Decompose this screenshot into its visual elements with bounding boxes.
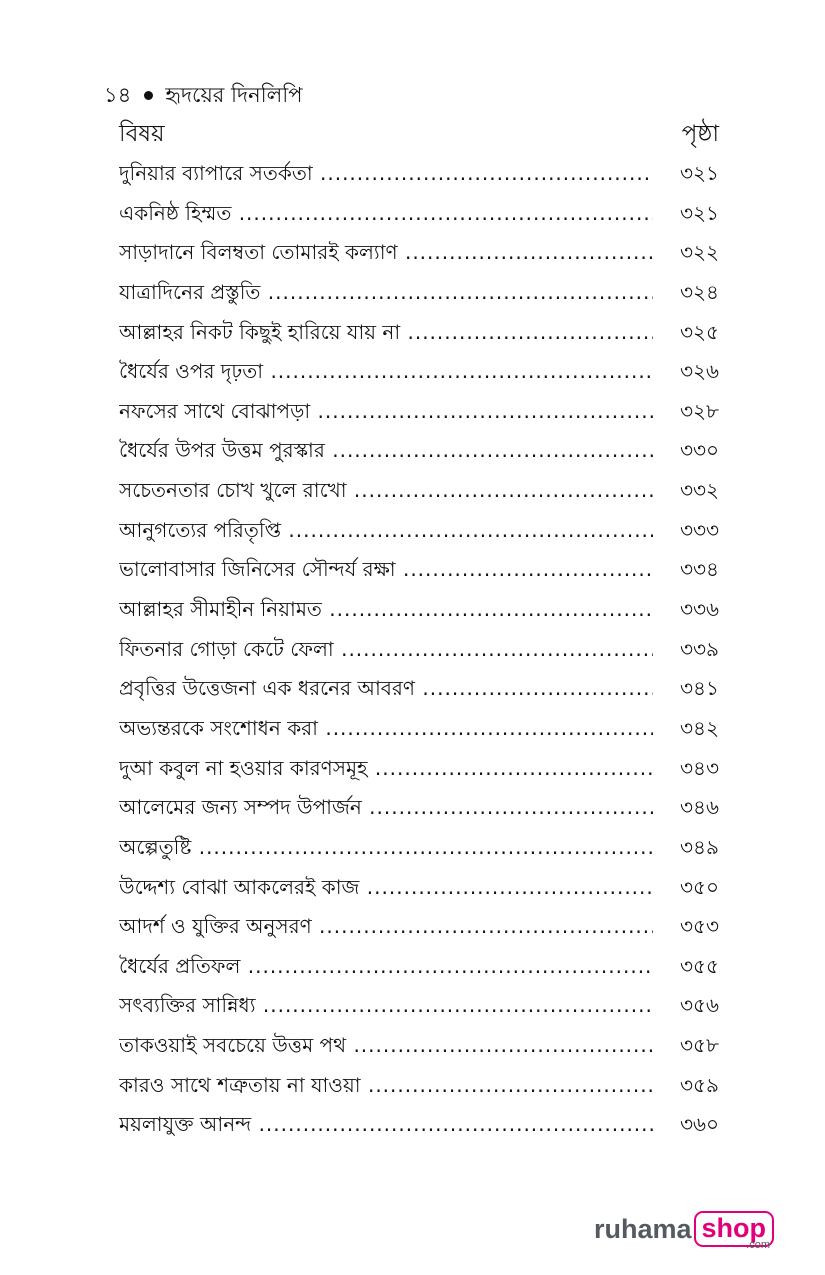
toc-entry-page: ৩৩৪ — [680, 557, 719, 582]
toc-entry — [119, 158, 719, 198]
toc-entry-page: ৩৬০ — [679, 1112, 719, 1137]
toc-entry — [119, 554, 719, 594]
toc-entry-page: ৩৩২ — [679, 478, 719, 503]
page-number: ১৪ — [104, 83, 132, 107]
toc-entry-page: ৩৫৯ — [680, 1072, 719, 1097]
toc-entry-title: একনিষ্ঠ হিম্মত ..... — [119, 198, 653, 228]
logo-shop-text: shop — [701, 1213, 766, 1243]
bullet-icon — [144, 91, 153, 100]
toc-entry-page: ৩৫৮ — [680, 1033, 719, 1058]
toc-entry-page: ৩৪৩ — [680, 755, 719, 780]
toc-entry-title: ফিতনার গোড়া কেটে ফেলা ..... — [119, 634, 653, 664]
toc-entry-title: যাত্রাদিনের প্রস্তুতি ..... — [119, 277, 653, 307]
page-column-header: পৃষ্ঠা — [681, 121, 719, 147]
toc-entry-title: ধৈর্যের প্রতিফল ..... — [119, 951, 653, 981]
toc-entry — [119, 872, 719, 912]
toc-entry — [119, 832, 719, 872]
logo-domain-text: .com — [746, 1239, 770, 1251]
toc-entry-title: অভ্যন্তরকে সংশোধন করা ..... — [119, 713, 653, 743]
toc-entry — [119, 198, 719, 238]
toc-entry — [119, 515, 719, 555]
toc-entry-page: ৩৪২ — [680, 715, 719, 740]
toc-entry — [119, 396, 719, 436]
toc-entry-title: ময়লাযুক্ত আনন্দ ..... — [119, 1109, 653, 1139]
toc-entry-page: ৩৩০ — [679, 438, 719, 463]
toc-entry-title: প্রবৃত্তির উত্তেজনা এক ধরনের আবরণ ..... — [119, 673, 653, 703]
toc-entry-title: অল্পেতুষ্টি ..... — [119, 832, 653, 862]
toc-entry-page: ৩২৮ — [680, 398, 719, 423]
toc-entry-page: ৩৫০ — [680, 874, 719, 899]
toc-entry-page: ৩২৪ — [680, 279, 719, 304]
toc-entry-page: ৩২১ — [680, 200, 719, 225]
toc-entry-page: ৩৫৫ — [680, 953, 719, 978]
toc-entry-page: ৩৪৬ — [680, 795, 719, 820]
toc-entry-title: সৎব্যক্তির সান্নিধ্য ..... — [119, 990, 653, 1020]
toc-entry — [119, 634, 719, 674]
toc-entry — [119, 594, 719, 634]
toc-entry — [119, 475, 719, 515]
toc-entry — [119, 990, 719, 1030]
logo-brand-text: ruhama — [593, 1213, 692, 1244]
toc-entry-title: দুআ কবুল না হওয়ার কারণসমূহ ..... — [119, 753, 653, 783]
toc-entry — [119, 1109, 719, 1149]
toc-entry-title: আলেমের জন্য সম্পদ উপার্জন ..... — [119, 792, 653, 822]
toc-entry-page: ৩৫৩ — [680, 914, 719, 939]
toc-entry — [119, 277, 719, 317]
toc-entry-title: সাড়াদানে বিলম্বতা তোমারই কল্যাণ ..... — [119, 237, 653, 267]
toc-entry-title: কারও সাথে শত্রুতায় না যাওয়া ..... — [119, 1070, 653, 1100]
toc-entry — [119, 911, 719, 951]
toc-entry — [119, 1030, 719, 1070]
toc-entry — [119, 753, 719, 793]
toc-entry-title: সচেতনতার চোখ খুলে রাখো ..... — [119, 475, 653, 505]
toc-entry — [119, 792, 719, 832]
toc-entry-title: আল্লাহর সীমাহীন নিয়ামত ..... — [119, 594, 653, 624]
toc-entry-page: ৩২৫ — [680, 319, 719, 344]
toc-entry-page: ৩৩৩ — [679, 517, 719, 542]
toc-entry-page: ৩৩৯ — [680, 636, 719, 661]
toc-entry-page: ৩২৬ — [679, 359, 719, 384]
toc-entry-title: দুনিয়ার ব্যাপারে সতর্কতা ..... — [119, 158, 653, 188]
ruhamashop-logo — [593, 1211, 774, 1251]
toc-entry-title: আনুগত্যের পরিতৃপ্তি ..... — [119, 515, 653, 545]
toc-entry — [119, 1070, 719, 1110]
toc-entry-title: ভালোবাসার জিনিসের সৌন্দর্য রক্ষা ..... — [119, 554, 653, 584]
toc-entry — [119, 317, 719, 357]
toc-entry-page: ৩২১ — [680, 161, 719, 185]
toc-entry-title: আদর্শ ও যুক্তির অনুসরণ ..... — [119, 911, 653, 941]
running-header — [104, 80, 303, 110]
toc-entry-page: ৩৪৯ — [680, 834, 719, 859]
toc-entry — [119, 237, 719, 277]
toc-entry-title: আল্লাহর নিকট কিছুই হারিয়ে যায় না ..... — [119, 317, 653, 347]
toc-entry-title: ধৈর্যের ওপর দৃঢ়তা ..... — [119, 356, 653, 386]
toc-entry-title: ধৈর্যের উপর উত্তম পুরস্কার ..... — [119, 435, 653, 465]
toc-entry-page: ৩২২ — [679, 240, 719, 265]
logo-shop-badge — [694, 1211, 775, 1251]
toc-entry-page: ৩৪১ — [680, 676, 719, 701]
toc-entry — [119, 713, 719, 753]
toc-entry — [119, 356, 719, 396]
book-title: হৃদয়ের দিনলিপি — [165, 83, 303, 107]
toc-column-headers — [119, 117, 719, 151]
toc-entry-title: উদ্দেশ্য বোঝা আকলেরই কাজ ..... — [119, 872, 653, 902]
toc-entry-title: তাকওয়াই সবচেয়ে উত্তম পথ ..... — [119, 1030, 653, 1060]
toc-entry-title: নফসের সাথে বোঝাপড়া ..... — [119, 396, 653, 426]
toc-entry-page: ৩৩৬ — [679, 597, 719, 622]
table-of-contents — [119, 158, 719, 1149]
toc-entry — [119, 951, 719, 991]
subject-column-header: বিষয় — [119, 121, 165, 147]
toc-entry — [119, 673, 719, 713]
toc-entry-page: ৩৫৬ — [680, 993, 719, 1018]
toc-entry — [119, 435, 719, 475]
